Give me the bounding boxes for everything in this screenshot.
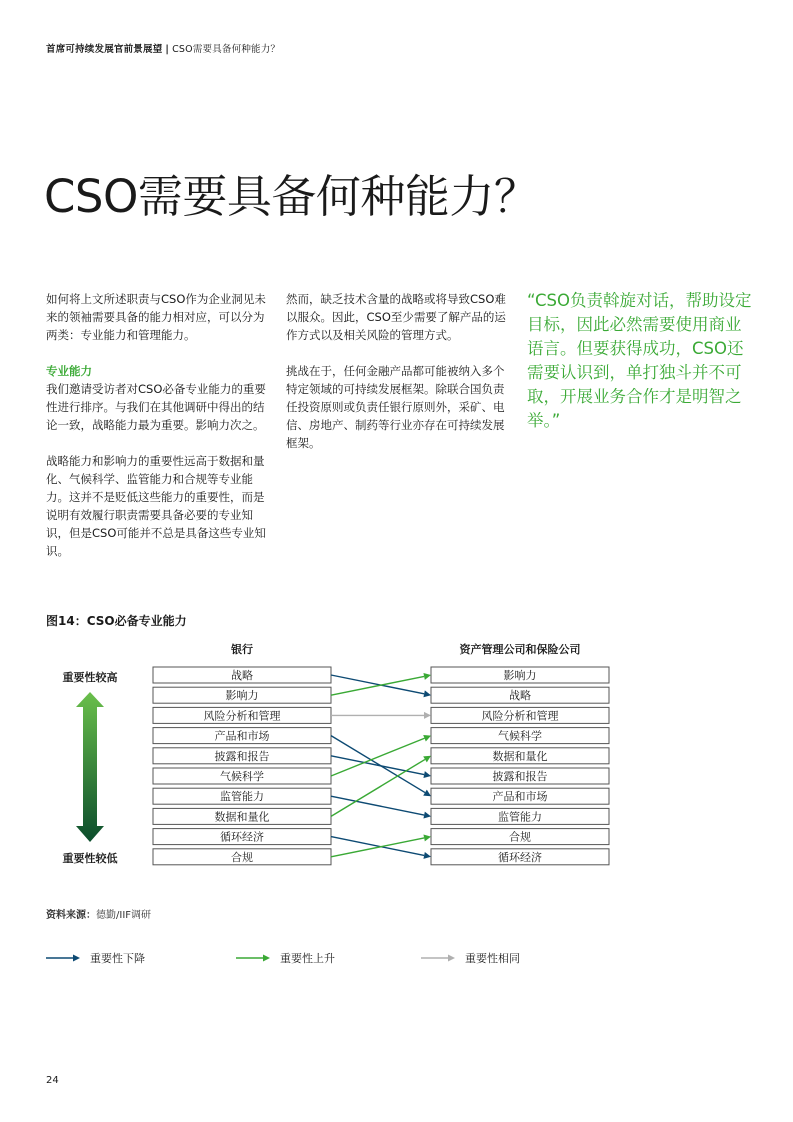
legend-item-up	[236, 950, 335, 966]
header-separator: |	[165, 44, 170, 55]
source-label: 资料来源：	[46, 910, 96, 921]
left-column-header: 银行	[231, 643, 253, 656]
header-section: 首席可持续发展官前景展望	[46, 44, 163, 55]
running-header	[46, 41, 280, 55]
left-rank-label: 披露和报告	[214, 749, 270, 763]
paragraph: 然而，缺乏技术含量的战略或将导致CSO难以服众。因此，CSO至少需要了解产品的运作方式以及相关风险的管理方式。	[286, 292, 506, 342]
section-heading: 专业能力	[46, 364, 92, 378]
page-number: 24	[46, 1075, 59, 1086]
figure-title: 图14：CSO必备专业能力	[46, 614, 187, 628]
rank-change-arrowhead	[424, 712, 431, 719]
left-rank-label: 数据和量化	[214, 810, 270, 824]
right-rank-label: 数据和量化	[492, 749, 548, 763]
right-rank-label: 循环经济	[498, 850, 542, 864]
right-rank-label: 气候科学	[498, 729, 542, 743]
rank-change-line	[331, 759, 425, 816]
paragraph: 挑战在于，任何金融产品都可能被纳入多个特定领域的可持续发展框架。除联合国负责任投资原则或负责任银行原则外，采矿、电信、房地产、制药等行业亦存在可持续发展框架。	[286, 364, 505, 450]
page-title: CSO需要具备何种能力？	[44, 170, 539, 223]
rank-change-line	[331, 796, 424, 815]
legend-label: 重要性相同	[465, 952, 520, 965]
paragraph: 战略能力和影响力的重要性远高于数据和量化、气候科学、监管能力和合规等专业能力。这并不是贬低这些能力的重要性，而是说明有效履行职责需要具备必要的专业知识，但是CSO可能并不总是具备这些专业知识。	[46, 454, 266, 558]
left-rank-label: 风险分析和管理	[203, 709, 281, 723]
rank-change-arrowhead	[423, 771, 431, 778]
right-rank-label: 风险分析和管理	[481, 709, 559, 723]
paragraph: 如何将上文所述职责与CSO作为企业洞见未来的领袖需要具备的能力相对应，可以分为两类：专业能力和管理能力。	[46, 292, 266, 342]
legend-label: 重要性下降	[90, 952, 145, 965]
arrow-up-trend-icon	[236, 953, 270, 963]
rank-change-arrowhead	[423, 690, 431, 697]
rank-change-line	[331, 675, 424, 694]
rank-change-arrowhead	[423, 852, 431, 859]
source-note	[46, 906, 151, 921]
rank-change-line	[331, 837, 424, 856]
header-subsection: CSO需要具备何种能力？	[172, 44, 281, 55]
right-rank-label: 产品和市场	[492, 790, 548, 804]
rank-change-arrowhead	[423, 673, 431, 680]
body-column-1	[46, 290, 268, 560]
left-rank-label: 监管能力	[220, 790, 264, 804]
rank-change-arrowhead	[423, 812, 431, 819]
source-text: 德勤/IIF调研	[96, 910, 152, 921]
right-rank-label: 披露和报告	[492, 770, 548, 783]
legend-item-down	[46, 950, 145, 966]
right-rank-label: 监管能力	[498, 810, 542, 824]
right-rank-label: 合规	[509, 830, 531, 844]
importance-arrow-icon	[76, 692, 104, 842]
arrow-same-icon	[421, 953, 455, 963]
pull-quote: “CSO负责斡旋对话，帮助设定目标，因此必然需要使用商业语言。但要获得成功，CSO还需要认识到，单打独斗并不可取，开展业务合作才是明智之举。”	[527, 291, 752, 430]
legend-item-same	[421, 950, 520, 966]
left-rank-label: 气候科学	[220, 770, 264, 783]
rank-change-line	[331, 676, 424, 695]
rank-change-arrowhead	[423, 835, 431, 842]
left-rank-label: 战略	[231, 669, 253, 682]
body-column-2	[286, 290, 508, 452]
left-rank-label: 循环经济	[220, 830, 264, 844]
left-rank-label: 产品和市场	[214, 729, 270, 743]
low-importance-label: 重要性较低	[62, 852, 118, 865]
rank-change-line	[331, 838, 424, 857]
paragraph: 我们邀请受访者对CSO必备专业能力的重要性进行排序。与我们在其他调研中得出的结论一致，战略能力最为重要。影响力次之。	[46, 382, 266, 432]
rank-change-line	[331, 756, 424, 775]
right-rank-label: 战略	[509, 689, 531, 703]
arrow-down-trend-icon	[46, 953, 80, 963]
left-rank-label: 影响力	[225, 689, 259, 703]
legend-label: 重要性上升	[280, 952, 335, 965]
high-importance-label: 重要性较高	[62, 671, 118, 684]
left-rank-label: 合规	[231, 850, 253, 864]
right-rank-label: 影响力	[503, 669, 537, 682]
right-column-header: 资产管理公司和保险公司	[459, 643, 581, 656]
